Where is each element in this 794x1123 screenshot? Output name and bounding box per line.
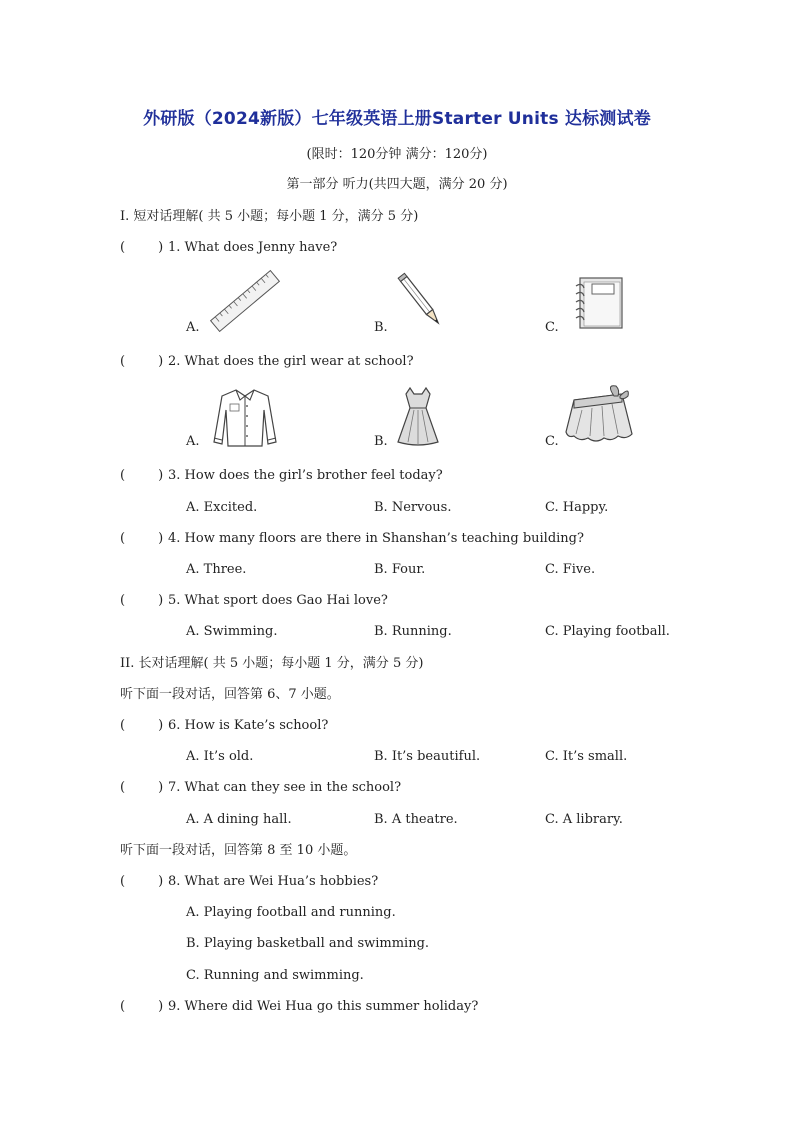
answer-blank[interactable]: ( ) [120, 999, 164, 1014]
answer-blank[interactable]: ( ) [120, 593, 164, 608]
question-text: 1. What does Jenny have? [168, 240, 338, 255]
option-label: C. Playing football. [545, 624, 670, 639]
answer-blank[interactable]: ( ) [120, 718, 164, 733]
question-text: 7. What can they see in the school? [168, 780, 402, 795]
option-label: A. Swimming. [186, 624, 278, 639]
question-text: 5. What sport does Gao Hai love? [168, 593, 388, 608]
answer-blank[interactable]: ( ) [120, 468, 164, 483]
question-text: 4. How many floors are there in Shanshan’s teaching building? [168, 531, 584, 546]
option-label: A. A dining hall. [186, 812, 292, 827]
option-label: B. Running. [374, 624, 452, 639]
option-label: B. [374, 320, 388, 335]
pencil-icon [397, 270, 445, 332]
instruction: 听下面一段对话，回答第 8 至 10 小题。 [120, 843, 357, 858]
question-text: 2. What does the girl wear at school? [168, 354, 414, 369]
option-label: B. It’s beautiful. [374, 749, 481, 764]
option-label: B. A theatre. [374, 812, 458, 827]
option-label: A. [186, 434, 200, 449]
option-label: C. It’s small. [545, 749, 628, 764]
skirt-icon [566, 384, 634, 446]
time-limit: (限时：120分钟 满分：120分) [306, 147, 488, 162]
ruler-icon [210, 270, 280, 332]
option-label: A. Three. [186, 562, 247, 577]
answer-blank[interactable]: ( ) [120, 531, 164, 546]
option-label: C. Happy. [545, 500, 609, 515]
question-text: 3. How does the girl’s brother feel today? [168, 468, 443, 483]
option-label: B. [374, 434, 388, 449]
option-label: B. Four. [374, 562, 426, 577]
paper-title: 外研版（2024新版）七年级英语上册Starter Units 达标测试卷 [143, 109, 651, 129]
answer-blank[interactable]: ( ) [120, 780, 164, 795]
option-label: A. It’s old. [186, 749, 254, 764]
question-text: 6. How is Kate’s school? [168, 718, 329, 733]
option-label: A. Playing football and running. [186, 905, 396, 920]
option-label: C. Five. [545, 562, 596, 577]
answer-blank[interactable]: ( ) [120, 354, 164, 369]
option-label: C. Running and swimming. [186, 968, 364, 983]
dress-icon [396, 386, 440, 446]
option-label: A. [186, 320, 200, 335]
shirt-icon [212, 386, 278, 448]
notebook-icon [572, 276, 626, 332]
instruction: 听下面一段对话，回答第 6、7 小题。 [120, 687, 340, 702]
answer-blank[interactable]: ( ) [120, 874, 164, 889]
option-label: C. A library. [545, 812, 623, 827]
question-text: 9. Where did Wei Hua go this summer holiday? [168, 999, 479, 1014]
answer-blank[interactable]: ( ) [120, 240, 164, 255]
option-label: B. Playing basketball and swimming. [186, 936, 430, 951]
option-label: A. Excited. [186, 500, 258, 515]
section-heading: I. 短对话理解( 共 5 小题；每小题 1 分，满分 5 分) [120, 209, 419, 224]
option-label: C. [545, 320, 559, 335]
part-heading: 第一部分 听力(共四大题，满分 20 分) [286, 177, 508, 192]
option-label: C. [545, 434, 559, 449]
section-heading: II. 长对话理解( 共 5 小题；每小题 1 分，满分 5 分) [120, 656, 424, 671]
question-text: 8. What are Wei Hua’s hobbies? [168, 874, 379, 889]
option-label: B. Nervous. [374, 500, 452, 515]
